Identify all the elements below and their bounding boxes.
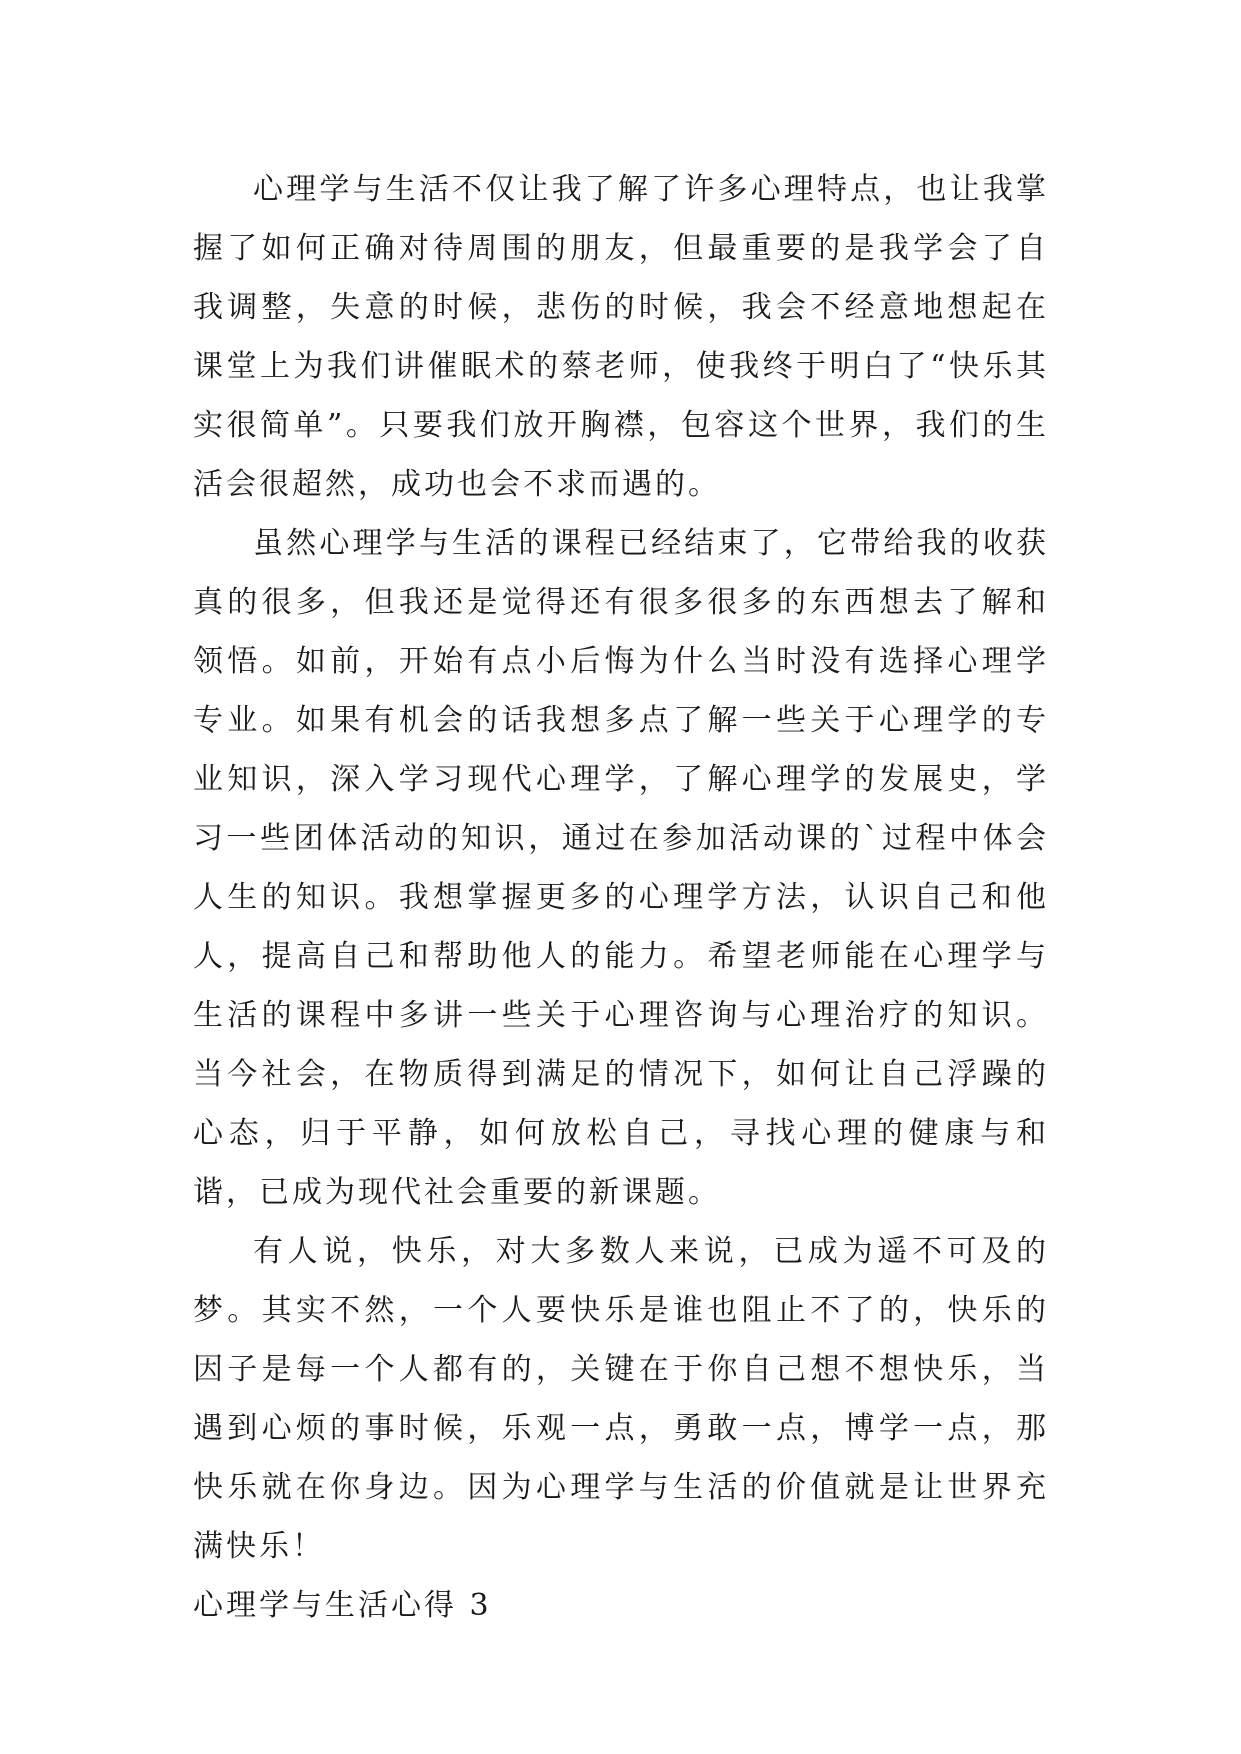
paragraph-3: 有人说，快乐，对大多数人来说，已成为遥不可及的梦。其实不然，一个人要快乐是谁也阻止不了的，快乐的因子是每一个人都有的，关键在于你自己想不想快乐，当遇到心烦的事时候，乐观一点，勇敢一点，博学一点，那快乐就在你身边。因为心理学与生活的价值就是让世界充满快乐！ — [193, 1234, 1049, 1564]
paragraph-2: 虽然心理学与生活的课程已经结束了，它带给我的收获真的很多，但我还是觉得还有很多很多的东西想去了解和领悟。如前，开始有点小后悔为什么当时没有选择心理学专业。如果有机会的话我想多点了解一些关于心理学的专业知识，深入学习现代心理学，了解心理学的发展史，学习一些团体活动的知识，通过在参加活动课的`过程中体会人生的知识。我想掌握更多的心理学方法，认识自己和他人，提高自己和帮助他人的能力。希望老师能在心理学与生活的课程中多讲一些关于心理咨询与心理治疗的知识。当今社会，在物质得到满足的情况下，如何让自己浮躁的心态，归于平静，如何放松自己，寻找心理的健康与和谐，已成为现代社会重要的新课题。 — [193, 526, 1049, 1210]
section-heading: 心理学与生活心得 3 — [193, 1588, 492, 1623]
paragraph-1: 心理学与生活不仅让我了解了许多心理特点，也让我掌握了如何正确对待周围的朋友，但最重要的是我学会了自我调整，失意的时候，悲伤的时候，我会不经意地想起在课堂上为我们讲催眠术的蔡老师，使我终于明白了“快乐其实很简单”。只要我们放开胸襟，包容这个世界，我们的生活会很超然，成功也会不求而遇的。 — [193, 172, 1049, 502]
document-body — [193, 160, 1049, 1635]
